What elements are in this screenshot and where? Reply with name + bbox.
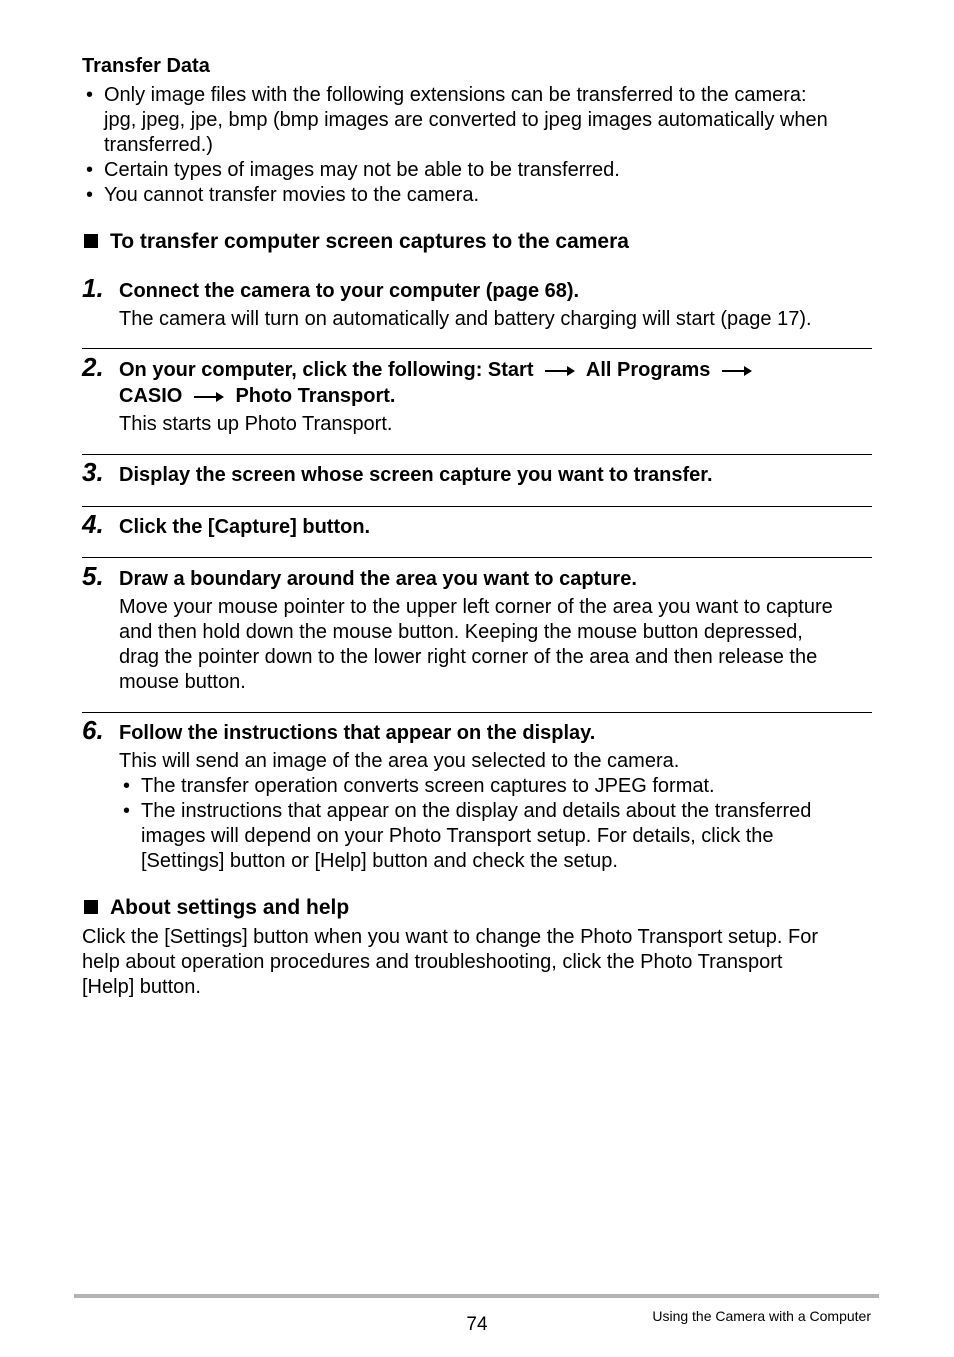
section-paragraph [82,925,882,1000]
divider [82,454,872,455]
divider [82,506,872,507]
step-body: This will send an image of the area you selected to the camera. [119,750,680,772]
arrow-right-icon [194,391,224,403]
list-item-line: The instructions that appear on the display and details about the transferred [141,800,812,822]
square-bullet-icon [84,234,98,248]
step-body-line: and then hold down the mouse button. Keeping the mouse button depressed, [119,621,803,643]
list-item [86,183,886,208]
list-item [86,158,886,183]
list-item-line: The transfer operation converts screen captures to JPEG format. [141,775,715,797]
step-body-line: mouse button. [119,671,246,693]
step-title: Connect the camera to your computer (page 68). [119,280,580,302]
step-number: 4. [82,509,104,539]
list-item-line: transferred.) [104,134,213,156]
step-number: 2. [82,352,104,382]
bullet-icon: • [86,184,94,206]
section-heading-text: To transfer computer screen captures to the camera [110,230,629,253]
divider [82,348,872,349]
list-item-line: [Settings] button or [Help] button and check the setup. [141,850,618,872]
step-title: Click the [Capture] button. [119,516,371,538]
divider [82,712,872,713]
list-item-line: Certain types of images may not be able to be transferred. [104,159,620,181]
step-number: 6. [82,715,104,745]
list-item-line: jpg, jpeg, jpe, bmp (bmp images are converted to jpeg images automatically when [104,109,828,131]
list-item [86,83,886,158]
arrow-right-icon [545,365,575,377]
paragraph-line: help about operation procedures and troubleshooting, click the Photo Transport [82,951,783,973]
list-item-line: Only image files with the following extensions can be transferred to the camera: [104,84,807,106]
step-body: The camera will turn on automatically and battery charging will start (page 17). [119,308,812,330]
paragraph-line: [Help] button. [82,976,201,998]
bullet-icon: • [123,775,131,797]
menu-path-all-programs: All Programs [585,359,711,381]
step-body: This starts up Photo Transport. [119,413,393,435]
step-body-line: Move your mouse pointer to the upper left corner of the area you want to capture [119,596,833,618]
step-title [119,357,879,409]
arrow-right-icon [722,365,752,377]
divider [82,557,872,558]
step-number: 1. [82,273,104,303]
footer-divider [74,1294,879,1298]
page-number: 74 [466,1314,488,1335]
list-item-line: You cannot transfer movies to the camera. [104,184,480,206]
bullet-icon: • [86,159,94,181]
section-heading-text: About settings and help [110,896,350,919]
step-title: Follow the instructions that appear on the display. [119,722,596,744]
section-heading-transfer [84,229,629,255]
step-number: 3. [82,457,104,487]
menu-path-casio: CASIO [119,385,183,407]
bullet-icon: • [123,800,131,822]
section-heading-settings-help [84,895,349,921]
chapter-title: Using the Camera with a Computer [652,1308,871,1324]
menu-path-photo-transport: Photo Transport. [235,385,396,407]
step-number: 5. [82,561,104,591]
list-item-line: images will depend on your Photo Transport setup. For details, click the [141,825,774,847]
paragraph-line: Click the [Settings] button when you want to change the Photo Transport setup. For [82,926,818,948]
step-title: Draw a boundary around the area you want to capture. [119,568,637,590]
transfer-data-heading: Transfer Data [82,55,210,77]
step-title: Display the screen whose screen capture you want to transfer. [119,464,713,486]
list-item [123,799,883,874]
step-body-line: drag the pointer down to the lower right corner of the area and then release the [119,646,818,668]
square-bullet-icon [84,900,98,914]
bullet-icon: • [86,84,94,106]
list-item [123,774,883,799]
step-body [119,595,879,695]
menu-path-start: On your computer, click the following: Start [119,359,534,381]
